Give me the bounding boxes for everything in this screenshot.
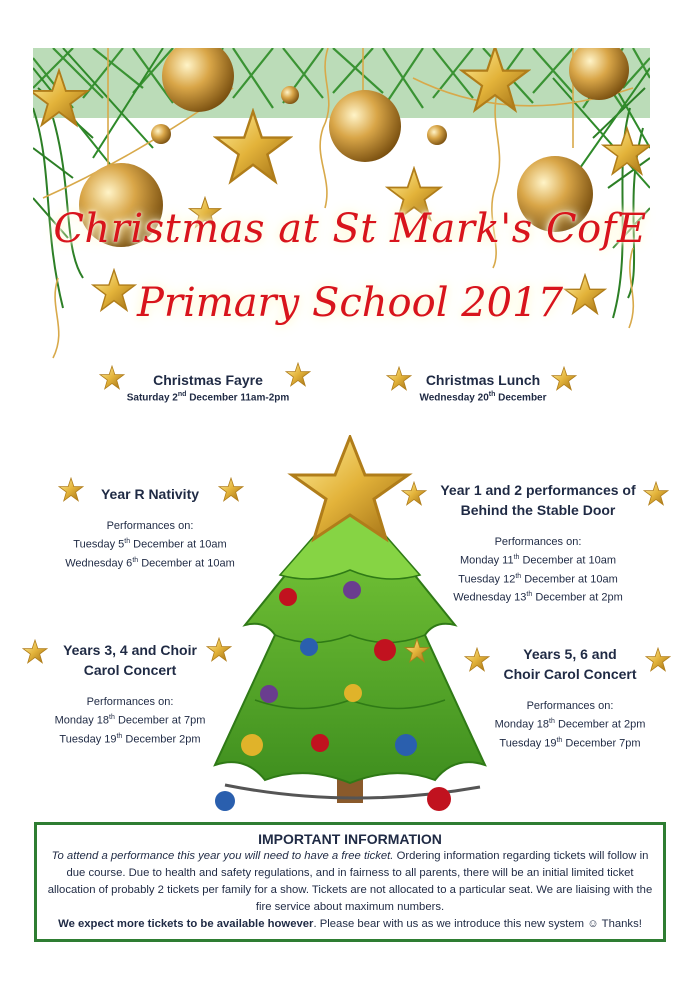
info-body: To attend a performance this year you will need to have a free ticket. Ordering information regarding tickets will follow in due course. Due to health and safety regulations, and in fairness to all parents, there will be an initial limited ticket allocation of probably 2 tickets per family for a show. Tickets are not allocated to a particular seat. We are liaising with the fire service about maximum numbers. We expect more tickets to be available however. Please bear with us as we introduce this new system ☺ Thanks! <box>47 850 653 930</box>
date-line: Wednesday 6th December at 10am <box>65 556 235 570</box>
date-line: Tuesday 19th December 7pm <box>499 736 641 750</box>
important-information-box <box>34 822 666 942</box>
page-title-line2: Primary School 2017 <box>136 280 564 326</box>
star-icon <box>401 481 427 507</box>
fayre-date: Saturday 2nd December 11am-2pm <box>126 391 290 404</box>
date-line: Monday 18th December at 2pm <box>494 718 646 731</box>
performances-label: Performances on: <box>494 536 582 548</box>
year12-title: Year 1 and 2 performances of Behind the Stable Door <box>440 482 636 518</box>
year-1-2-performances <box>430 480 646 606</box>
years-3-4-carol-concert <box>30 640 230 747</box>
christmas-lunch <box>383 372 583 403</box>
years-5-6-carol-concert <box>480 644 660 751</box>
date-line: Wednesday 13th December at 2pm <box>453 591 623 604</box>
lunch-date: Wednesday 20th December <box>419 391 547 404</box>
date-line: Tuesday 12th December at 10am <box>458 572 618 586</box>
star-icon <box>643 481 669 507</box>
performances-label: Performances on: <box>86 696 174 708</box>
star-icon <box>404 638 430 664</box>
year-r-nativity <box>50 484 250 571</box>
date-line: Monday 18th December at 7pm <box>54 714 206 727</box>
page-title-line1: Christmas at St Mark's CofE <box>53 206 647 252</box>
info-heading: IMPORTANT INFORMATION <box>258 831 442 847</box>
fayre-title: Christmas Fayre <box>153 372 263 388</box>
date-line: Tuesday 5th December at 10am <box>73 538 227 551</box>
performances-label: Performances on: <box>526 700 614 712</box>
year56-title: Years 5, 6 and Choir Carol Concert <box>503 646 637 682</box>
date-line: Monday 11th December at 10am <box>459 554 617 567</box>
performances-label: Performances on: <box>106 520 194 532</box>
year34-title: Years 3, 4 and Choir Carol Concert <box>63 642 197 678</box>
christmas-fayre <box>108 372 308 403</box>
nativity-title: Year R Nativity <box>100 486 200 502</box>
date-line: Tuesday 19th December 2pm <box>59 732 201 746</box>
lunch-title: Christmas Lunch <box>425 372 541 388</box>
